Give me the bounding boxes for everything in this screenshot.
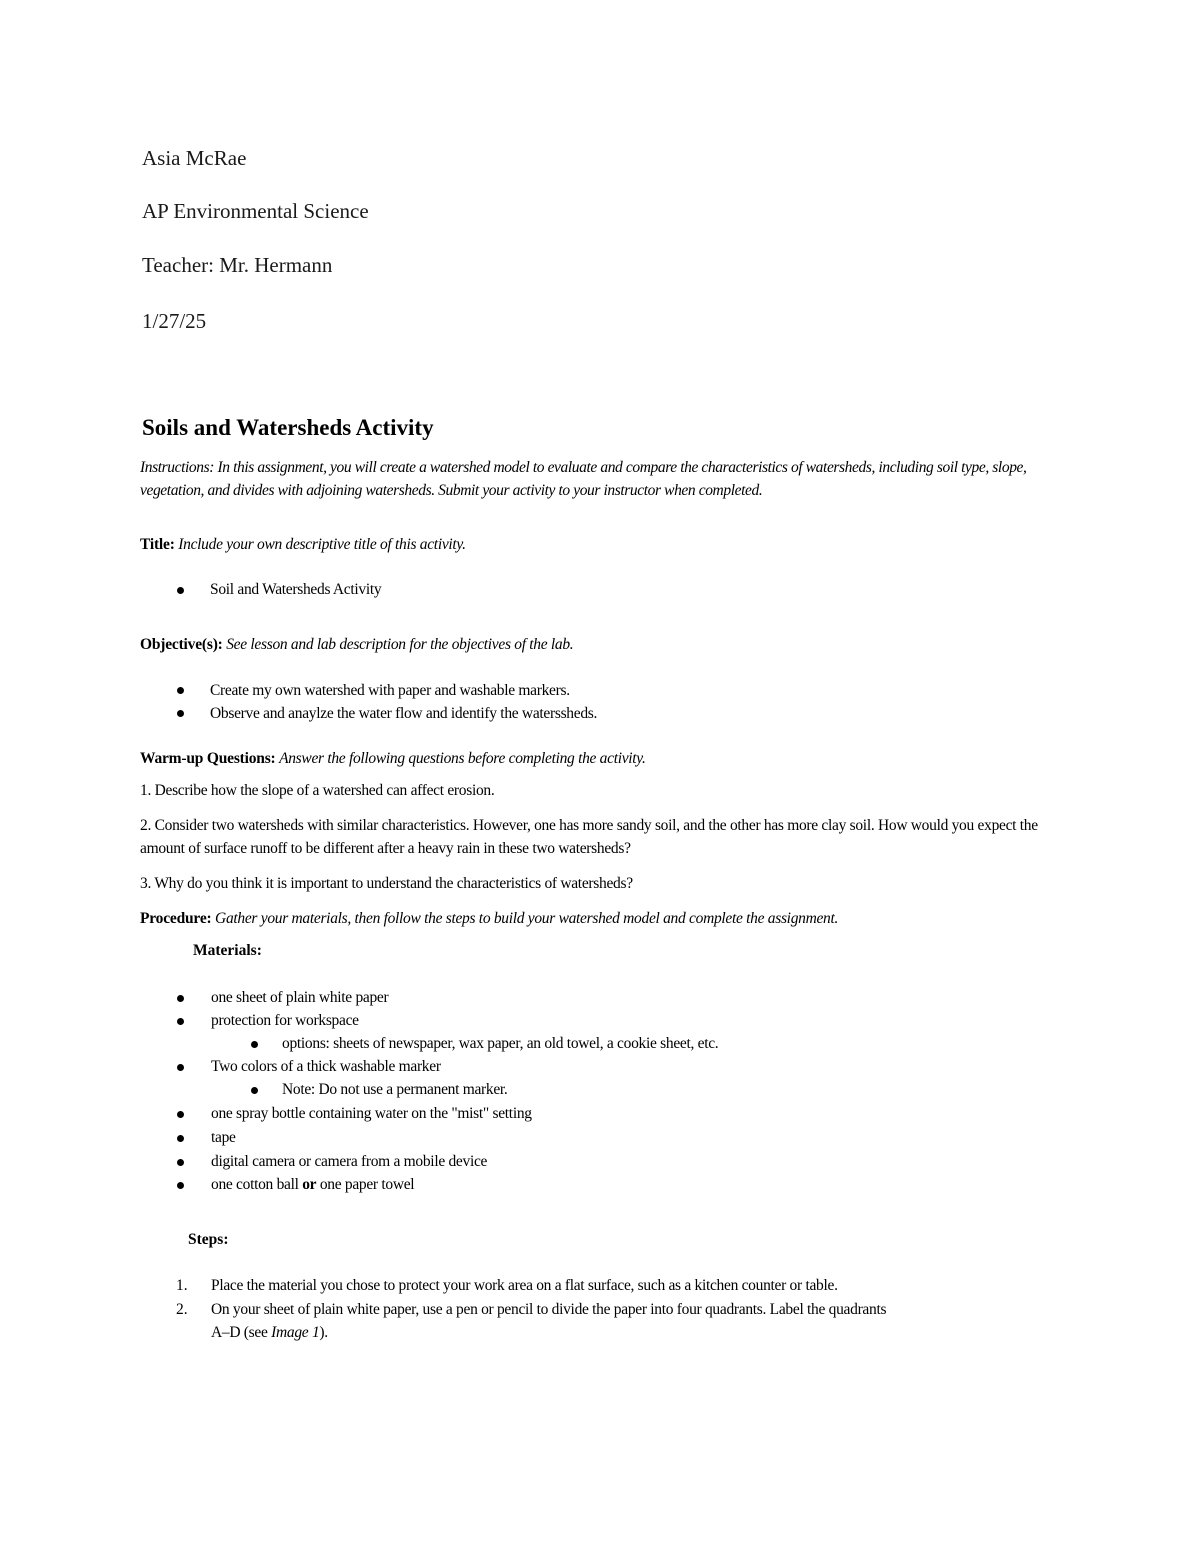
document-title: Soils and Watersheds Activity bbox=[142, 415, 434, 440]
materials-heading: Materials: bbox=[193, 942, 262, 959]
material-item: one sheet of plain white paper bbox=[211, 989, 389, 1006]
step-text: Place the material you chose to protect your work area on a flat surface, such as a kitchen counter or table. bbox=[211, 1277, 838, 1294]
material-item: tape bbox=[211, 1129, 236, 1146]
bullet-dot bbox=[177, 1064, 184, 1071]
material-item-text: one paper towel bbox=[319, 1176, 415, 1193]
step-number: 2. bbox=[176, 1301, 188, 1318]
step-text-continued bbox=[211, 1321, 328, 1344]
warmup-prompt: Answer the following questions before completing the activity. bbox=[279, 750, 646, 767]
bullet-dot bbox=[177, 1018, 184, 1025]
objective-item: Create my own watershed with paper and washable markers. bbox=[210, 682, 570, 699]
objectives-label: Objective(s): bbox=[140, 636, 223, 653]
steps-heading: Steps: bbox=[188, 1231, 229, 1248]
bullet-dot bbox=[177, 587, 184, 594]
bullet-dot bbox=[177, 710, 184, 717]
material-item: digital camera or camera from a mobile device bbox=[211, 1153, 488, 1170]
bullet-dot bbox=[177, 1182, 184, 1189]
warmup-label: Warm-up Questions: bbox=[140, 750, 276, 767]
bullet-dot bbox=[177, 1159, 184, 1166]
procedure-line bbox=[140, 907, 838, 930]
material-item: protection for workspace bbox=[211, 1012, 359, 1029]
warmup-line bbox=[140, 747, 646, 770]
procedure-label: Procedure: bbox=[140, 910, 212, 927]
step-text: On your sheet of plain white paper, use a pen or pencil to divide the paper into four quadrants. Label the quadrants bbox=[211, 1301, 887, 1318]
step-text-part: ). bbox=[319, 1324, 328, 1341]
bullet-dot bbox=[251, 1041, 258, 1048]
title-prompt-line bbox=[140, 533, 466, 556]
bullet-dot bbox=[177, 995, 184, 1002]
instructions-text: Instructions: In this assignment, you will create a watershed model to evaluate and compare the characteristics of watersheds, including soil type, slope, vegetation, and divides with adjoining watersheds. Submit your activity to your instructor when completed. bbox=[140, 459, 1027, 499]
material-subitem: Note: Do not use a permanent marker. bbox=[282, 1081, 508, 1098]
image-reference: Image 1 bbox=[271, 1324, 320, 1341]
bullet-dot bbox=[177, 1135, 184, 1142]
procedure-prompt: Gather your materials, then follow the steps to build your watershed model and complete the assignment. bbox=[215, 910, 839, 927]
student-name: Asia McRae bbox=[142, 146, 247, 170]
title-label: Title: bbox=[140, 536, 175, 553]
date: 1/27/25 bbox=[142, 309, 207, 333]
material-item-text: one cotton ball bbox=[211, 1176, 299, 1193]
step-text-part: A–D (see bbox=[211, 1324, 268, 1341]
warmup-question-1: 1. Describe how the slope of a watershed can affect erosion. bbox=[140, 782, 495, 799]
warmup-question-2: 2. Consider two watersheds with similar characteristics. However, one has more sandy soil, and the other has more clay soil. How would you expect the amount of surface runoff to be different after a heavy rain in these two watersheds? bbox=[140, 817, 1038, 857]
teacher-name: Teacher: Mr. Hermann bbox=[142, 253, 333, 277]
objective-item: Observe and anaylze the water flow and identify the waterssheds. bbox=[210, 705, 598, 722]
warmup-question-3: 3. Why do you think it is important to understand the characteristics of watersheds? bbox=[140, 875, 633, 892]
bullet-dot bbox=[177, 1111, 184, 1118]
bullet-dot bbox=[251, 1087, 258, 1094]
course-name: AP Environmental Science bbox=[142, 199, 369, 223]
objectives-prompt: See lesson and lab description for the objectives of the lab. bbox=[226, 636, 574, 653]
title-answer: Soil and Watersheds Activity bbox=[210, 581, 382, 598]
title-prompt: Include your own descriptive title of this activity. bbox=[178, 536, 466, 553]
bullet-dot bbox=[177, 687, 184, 694]
step-number: 1. bbox=[176, 1277, 188, 1294]
material-item-bold: or bbox=[302, 1176, 317, 1193]
objectives-line bbox=[140, 633, 573, 656]
material-item: one spray bottle containing water on the "mist" setting bbox=[211, 1105, 532, 1122]
material-item: Two colors of a thick washable marker bbox=[211, 1058, 441, 1075]
material-item bbox=[211, 1173, 414, 1196]
material-subitem: options: sheets of newspaper, wax paper, an old towel, a cookie sheet, etc. bbox=[282, 1035, 719, 1052]
